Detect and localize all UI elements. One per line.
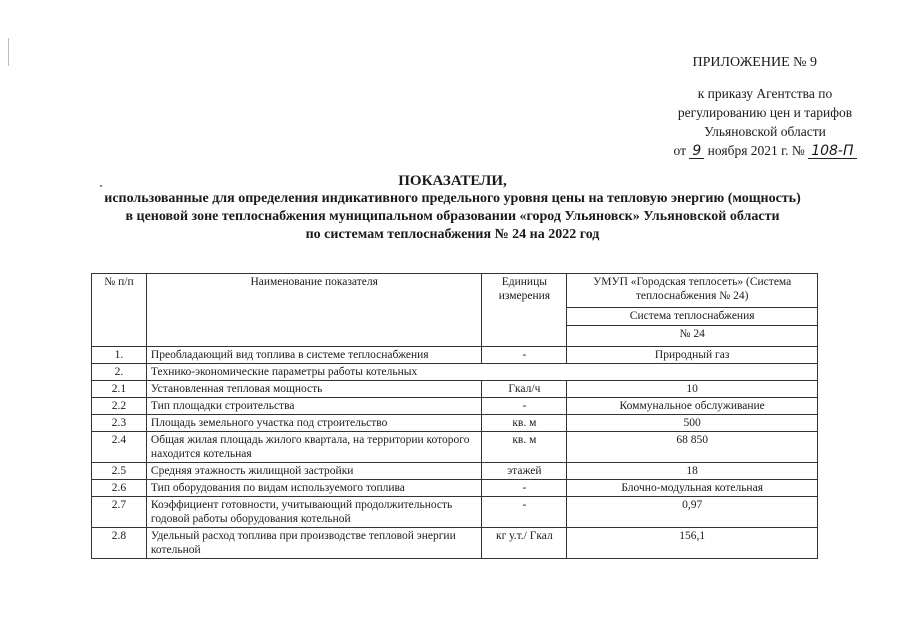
title-line-2: использованные для определения индикативного предельного уровня цены на тепловую энергию (мощность) <box>104 191 801 206</box>
header-system-no: № 24 <box>567 326 818 347</box>
row-indicator-name: Установленная тепловая мощность <box>146 381 481 398</box>
row-indicator-name: Средняя этажность жилищной застройки <box>146 463 481 480</box>
order-line-1: к приказу Агентства по <box>697 86 833 101</box>
row-unit: - <box>482 497 567 528</box>
row-indicator-name: Тип площадки строительства <box>146 398 481 415</box>
table-row <box>92 381 818 398</box>
row-number: 2.7 <box>92 497 147 528</box>
title-line-3: в ценовой зоне теплоснабжения муниципальном образовании «город Ульяновск» Ульяновской области <box>125 209 780 224</box>
row-number: 2.3 <box>92 415 147 432</box>
document-title <box>0 172 905 244</box>
row-unit: кв. м <box>482 432 567 463</box>
order-date-rest: ноября 2021 г. № <box>707 143 805 158</box>
order-line-2: регулированию цен и тарифов <box>677 105 853 120</box>
table-row <box>92 432 818 463</box>
row-indicator-name: Тип оборудования по видам используемого топлива <box>146 480 481 497</box>
row-indicator-name: Коэффициент готовности, учитывающий продолжительность годовой работы оборудования котельной <box>146 497 481 528</box>
header-system: Система теплоснабжения <box>567 307 818 325</box>
order-line-3: Ульяновской области <box>704 124 826 139</box>
appendix-label: ПРИЛОЖЕНИЕ № 9 <box>692 55 817 70</box>
row-number: 2.5 <box>92 463 147 480</box>
row-indicator-name: Площадь земельного участка под строительство <box>146 415 481 432</box>
row-number: 2.2 <box>92 398 147 415</box>
row-unit: Гкал/ч <box>482 381 567 398</box>
row-value: Блочно-модульная котельная <box>567 480 818 497</box>
row-value: 500 <box>567 415 818 432</box>
row-value: 156,1 <box>567 528 818 559</box>
row-value: 18 <box>567 463 818 480</box>
row-unit: кв. м <box>482 415 567 432</box>
row-indicator-name: Удельный расход топлива при производстве тепловой энергии котельной <box>146 528 481 559</box>
row-number: 2. <box>92 364 147 381</box>
row-number: 1. <box>92 347 147 364</box>
row-number: 2.1 <box>92 381 147 398</box>
row-unit: кг у.т./ Гкал <box>482 528 567 559</box>
row-unit: - <box>482 480 567 497</box>
table-row <box>92 528 818 559</box>
row-indicator-name: Технико-экономические параметры работы котельных <box>146 364 817 381</box>
header-num: № п/п <box>92 274 147 347</box>
row-unit: - <box>482 398 567 415</box>
row-value: Коммунальное обслуживание <box>567 398 818 415</box>
row-number: 2.4 <box>92 432 147 463</box>
title-line-4: по системам теплоснабжения № 24 на 2022 год <box>305 227 600 242</box>
row-unit: этажей <box>482 463 567 480</box>
header-org: УМУП «Городская теплосеть» (Система теплоснабжения № 24) <box>567 274 818 308</box>
header-name: Наименование показателя <box>146 274 481 347</box>
table-row <box>92 398 818 415</box>
order-date-prefix: от <box>673 143 686 158</box>
indicators-table <box>91 273 818 559</box>
row-indicator-name: Преобладающий вид топлива в системе теплоснабжения <box>146 347 481 364</box>
table-row <box>92 497 818 528</box>
table-row <box>92 480 818 497</box>
table-row <box>92 347 818 364</box>
page-margin-line <box>8 38 9 66</box>
row-number: 2.8 <box>92 528 147 559</box>
row-indicator-name: Общая жилая площадь жилого квартала, на территории которого находится котельная <box>146 432 481 463</box>
row-value: 68 850 <box>567 432 818 463</box>
row-unit: - <box>482 347 567 364</box>
order-date-line <box>674 141 857 160</box>
row-number: 2.6 <box>92 480 147 497</box>
table-row <box>92 415 818 432</box>
order-reference <box>620 84 905 160</box>
header-unit: Единицы измерения <box>482 274 567 347</box>
order-date-day: 9 <box>689 144 704 159</box>
row-value: 10 <box>567 381 818 398</box>
table-row <box>92 364 818 381</box>
table-row <box>92 463 818 480</box>
title-line-1: ПОКАЗАТЕЛИ, <box>398 173 507 189</box>
order-number: 108-П <box>808 144 856 159</box>
row-value: 0,97 <box>567 497 818 528</box>
row-value: Природный газ <box>567 347 818 364</box>
